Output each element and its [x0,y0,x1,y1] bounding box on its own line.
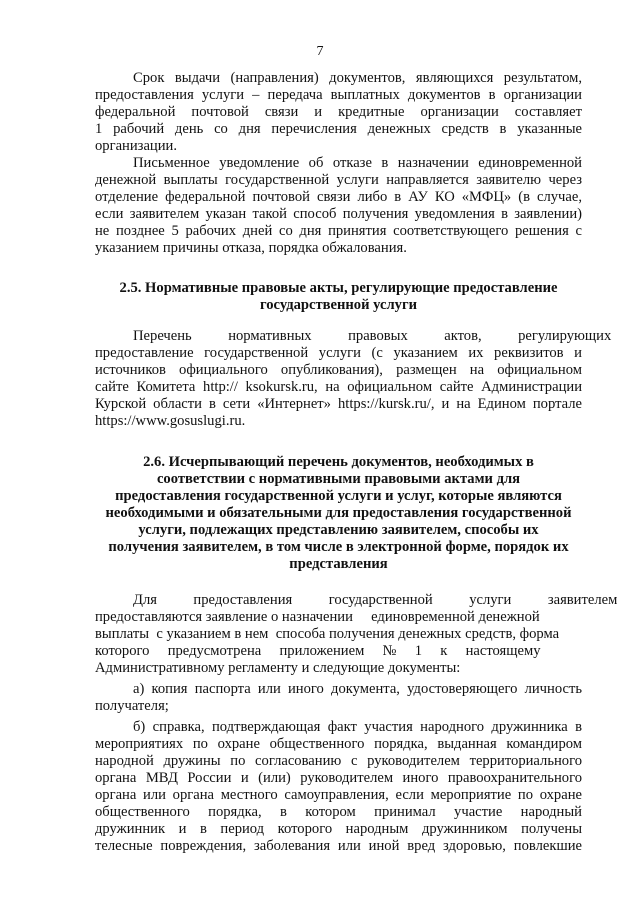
text-line: получателя; [95,698,169,714]
text-line: предоставление государственной услуги (с указанием их реквизитов и [95,345,582,361]
text-line: денежной выплаты государственной услуги направляется заявителю через [95,172,582,188]
section-heading: соответствии с нормативными правовыми актами для [156,471,521,487]
text-line: указанием причины отказа, порядка обжалования. [95,240,407,256]
text-line: Курской области в сети «Интернет» https://kursk.ru/, и на Едином портале [95,396,582,412]
text-line: не позднее 5 рабочих дней со дня принятия соответствующего решения с [95,223,582,239]
text-line: а) копия паспорта или иного документа, удостоверяющего личность [133,681,582,697]
text-line: отделение федеральной почтовой связи либо в АУ КО «МФЦ» (в случае, [95,189,582,205]
text-line: Письменное уведомление об отказе в назначении единовременной [133,155,582,171]
text-line: общественного порядка, в котором принимал участие народный [95,804,582,820]
section-heading: получения заявителем, в том числе в электронной форме, порядок их [108,539,569,555]
text-line: предоставляются заявление о назначении единовременной денежной [95,609,540,625]
text-line: органа или органа местного самоуправления, если мероприятие по охране [95,787,582,803]
text-line: Срок выдачи (направления) документов, являющихся результатом, [133,70,582,86]
text-line: Для предоставления государственной услуги заявителем [133,592,618,608]
section-heading: 2.5. Нормативные правовые акты, регулирующие предоставление [119,280,558,296]
text-line: если заявителем указан такой способ получения уведомления в заявлении) [95,206,582,222]
text-line: органа МВД России и (или) руководителем иного правоохранительного [95,770,582,786]
text-line: источников официального опубликования), размещен на официальном [95,362,582,378]
text-line: 1 рабочий день со дня перечисления денежных средств в указанные [95,121,582,137]
text-line: https://www.gosuslugi.ru. [95,413,246,429]
text-line: которого предусмотрена приложением № 1 к настоящему [95,643,541,659]
text-line: федеральной почтовой связи и кредитные организации составляет [95,104,582,120]
text-line: Административному регламенту и следующие документы: [95,660,461,676]
section-heading: услуги, подлежащих представлению заявителем, способы их [138,522,539,538]
page-number: 7 [316,44,324,59]
text-line: телесные повреждения, заболевания или иной вред здоровью, повлекшие [95,838,582,854]
section-heading: необходимыми и обязательными для предоставления государственной [105,505,572,521]
text-line: народной дружины по согласованию с руководителем территориального [95,753,582,769]
section-heading: предоставления государственной услуги и услуг, которые являются [115,488,562,504]
text-line: мероприятиях по охране общественного порядка, выданная командиром [95,736,582,752]
text-line: организации. [95,138,177,154]
section-heading: 2.6. Исчерпывающий перечень документов, необходимых в [143,454,534,470]
text-line: б) справка, подтверждающая факт участия народного дружинника в [133,719,582,735]
text-line: сайте Комитета http:// ksokursk.ru, на официальном сайте Администрации [95,379,582,395]
section-heading: представления [289,556,388,572]
text-line: предоставления услуги – передача выплатных документов в организации [95,87,582,103]
section-heading: государственной услуги [259,297,418,313]
text-line: Перечень нормативных правовых актов, регулирующих [133,328,612,344]
text-line: выплаты с указанием в нем способа получения денежных средств, форма [95,626,560,642]
text-line: дружинник и в период которого народным дружинником получены [95,821,582,837]
